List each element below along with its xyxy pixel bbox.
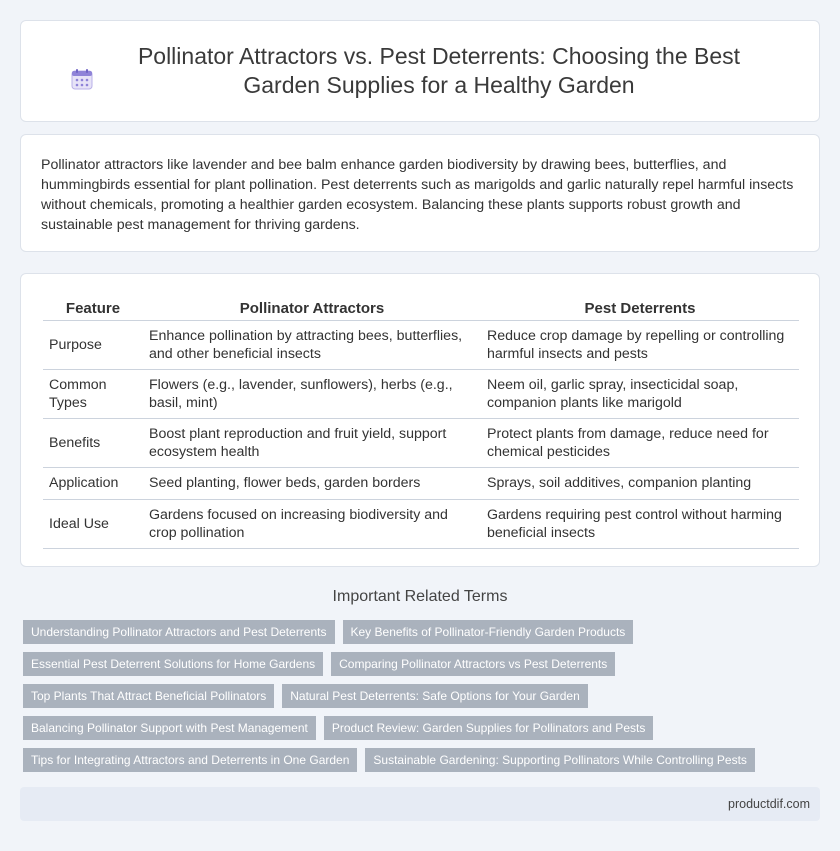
tag-row — [23, 748, 813, 772]
related-terms-list — [23, 620, 813, 780]
intro-text: Pollinator attractors like lavender and bee balm enhance garden biodiversity by drawing bees, butterflies, and hummingbirds essential for plant pollination. Pest deterrents such as marigolds and garlic naturally repel harmful insects without chemicals, promoting a healthier garden ecosystem. Balancing these plants supports robust growth and sustainable pest management for thriving gardens. — [41, 157, 794, 233]
table-header-row — [43, 296, 799, 320]
header-inner — [71, 42, 769, 100]
header-card — [20, 20, 820, 122]
cell-pest: Reduce crop damage by repelling or controlling harmful insects and pests — [481, 320, 799, 369]
cell-pest: Protect plants from damage, reduce need for chemical pesticides — [481, 418, 799, 467]
related-term-link[interactable]: Top Plants That Attract Beneficial Pollinators — [23, 684, 274, 708]
related-term-link[interactable]: Natural Pest Deterrents: Safe Options for Your Garden — [282, 684, 588, 708]
footer-site-link[interactable]: productdif.com — [728, 797, 810, 811]
tag-row — [23, 716, 813, 740]
header-pollinator-attractors: Pollinator Attractors — [143, 296, 481, 320]
related-term-link[interactable]: Product Review: Garden Supplies for Pollinators and Pests — [324, 716, 654, 740]
related-term-link[interactable]: Essential Pest Deterrent Solutions for Home Gardens — [23, 652, 323, 676]
cell-feature: Ideal Use — [43, 499, 143, 548]
header-pest-deterrents: Pest Deterrents — [481, 296, 799, 320]
cell-pest: Neem oil, garlic spray, insecticidal soap, companion plants like marigold — [481, 369, 799, 418]
cell-feature: Purpose — [43, 320, 143, 369]
table-row — [43, 369, 799, 418]
related-term-link[interactable]: Comparing Pollinator Attractors vs Pest Deterrents — [331, 652, 615, 676]
cell-pest: Sprays, soil additives, companion planting — [481, 467, 799, 499]
cell-pollinator: Gardens focused on increasing biodiversity and crop pollination — [143, 499, 481, 548]
page-title: Pollinator Attractors vs. Pest Deterrents: Choosing the Best Garden Supplies for a Healthy Garden — [137, 43, 741, 98]
related-term-link[interactable]: Key Benefits of Pollinator-Friendly Garden Products — [343, 620, 634, 644]
tag-row — [23, 684, 813, 708]
table-row — [43, 418, 799, 467]
table-row — [43, 499, 799, 548]
header-feature: Feature — [43, 296, 143, 320]
cell-pest: Gardens requiring pest control without harming beneficial insects — [481, 499, 799, 548]
related-term-link[interactable]: Understanding Pollinator Attractors and Pest Deterrents — [23, 620, 335, 644]
related-terms-title: Important Related Terms — [332, 588, 508, 605]
footer — [20, 787, 820, 821]
cell-pollinator: Flowers (e.g., lavender, sunflowers), herbs (e.g., basil, mint) — [143, 369, 481, 418]
intro-card — [20, 134, 820, 252]
cell-pollinator: Enhance pollination by attracting bees, butterflies, and other beneficial insects — [143, 320, 481, 369]
tag-row — [23, 652, 813, 676]
cell-feature: Benefits — [43, 418, 143, 467]
related-term-link[interactable]: Balancing Pollinator Support with Pest Management — [23, 716, 316, 740]
calendar-icon — [71, 68, 93, 90]
table-row — [43, 320, 799, 369]
comparison-table — [43, 296, 799, 549]
related-term-link[interactable]: Tips for Integrating Attractors and Deterrents in One Garden — [23, 748, 357, 772]
tag-row — [23, 620, 813, 644]
cell-feature: Application — [43, 467, 143, 499]
comparison-table-card — [20, 273, 820, 567]
cell-pollinator: Seed planting, flower beds, garden borders — [143, 467, 481, 499]
related-term-link[interactable]: Sustainable Gardening: Supporting Pollinators While Controlling Pests — [365, 748, 755, 772]
cell-feature: Common Types — [43, 369, 143, 418]
cell-pollinator: Boost plant reproduction and fruit yield, support ecosystem health — [143, 418, 481, 467]
table-row — [43, 467, 799, 499]
